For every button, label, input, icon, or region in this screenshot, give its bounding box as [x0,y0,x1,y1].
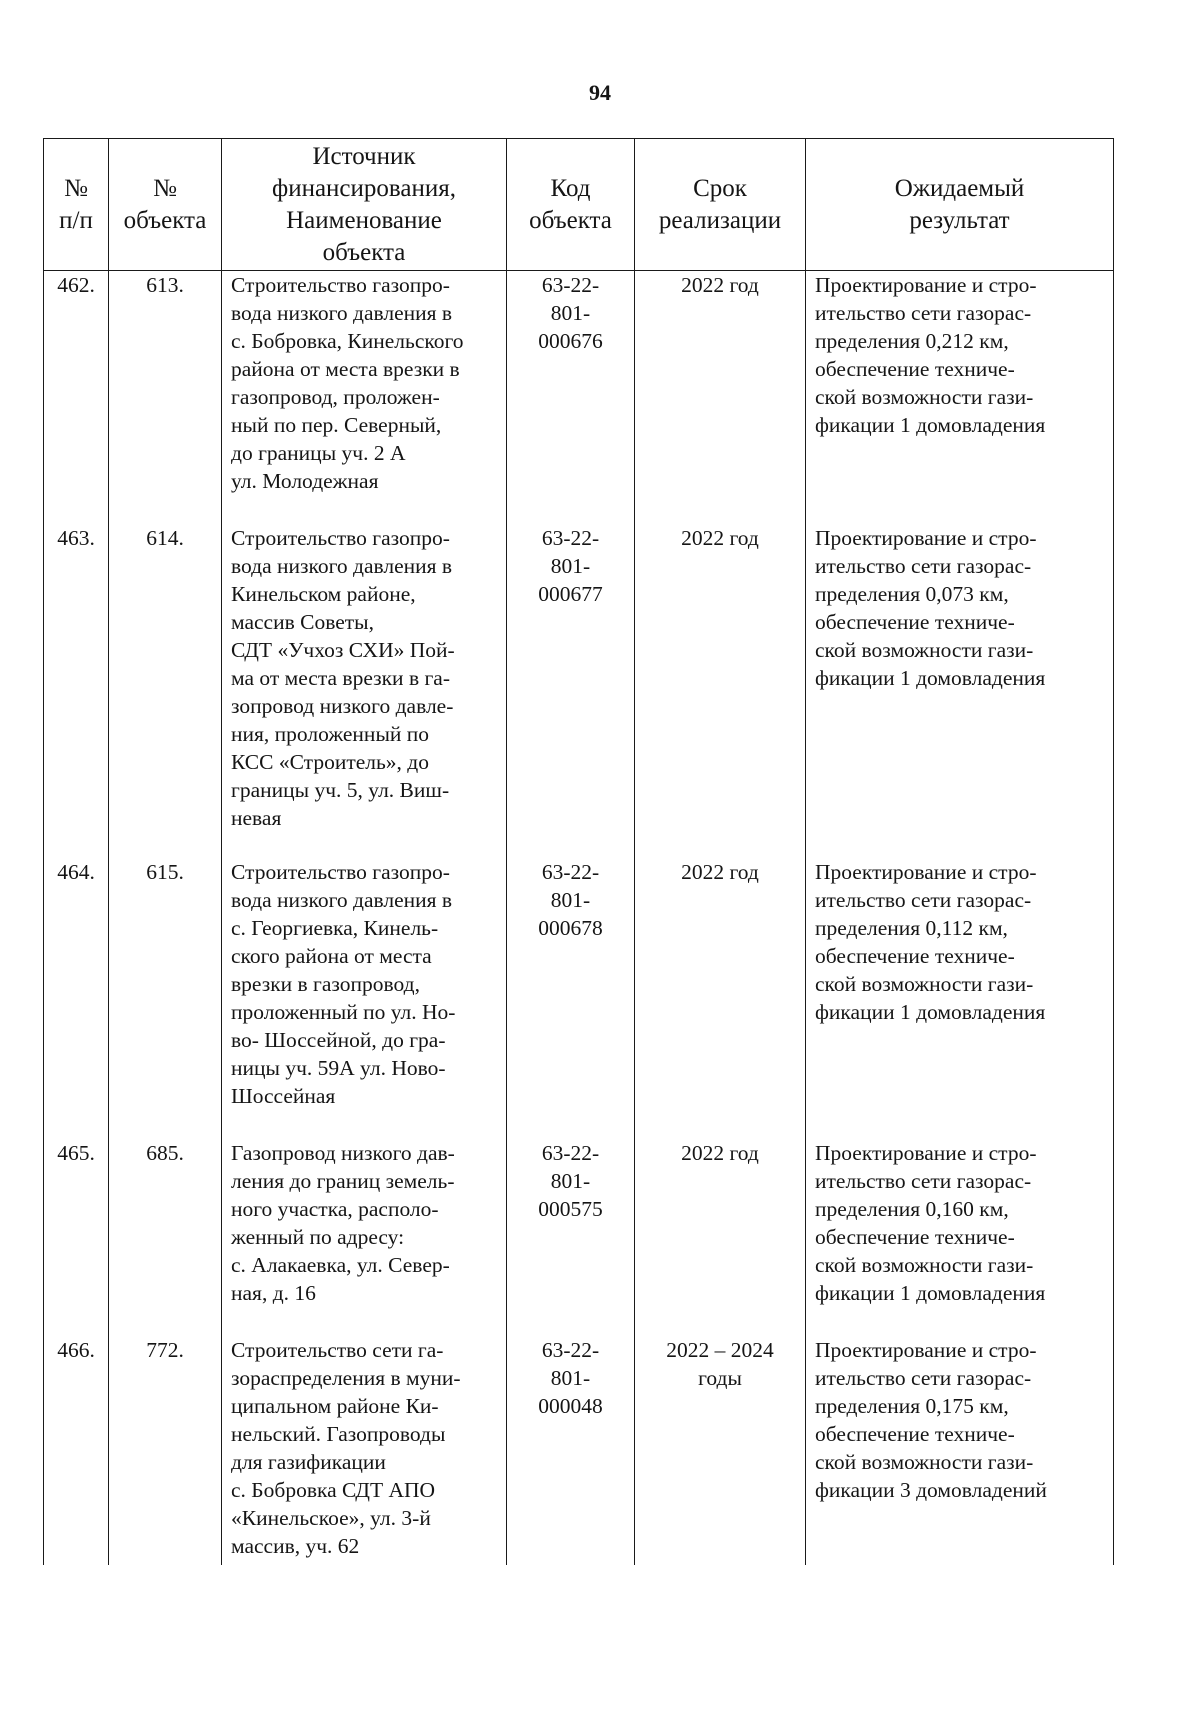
object-number: 614. [109,524,222,858]
object-name-line: женный по адресу: [231,1225,405,1249]
object-name-line: Шоссейная [231,1084,336,1108]
object-code-line: 63-22- [541,1141,600,1165]
object-code-line: 000676 [538,329,603,353]
expected-result-line: фикации 3 домовладений [815,1478,1047,1502]
realization-term-line: 2022 – 2024 [666,1338,774,1362]
object-name-line: Строительство газопро- [231,860,450,884]
object-name-line: «Кинельское», ул. 3-й [231,1506,431,1530]
expected-result-line: Проектирование и стро- [815,860,1037,884]
expected-result-line: обеспечение техниче- [815,944,1015,968]
expected-result [806,858,1114,1139]
object-name-line: с. Георгиевка, Кинель- [231,916,439,940]
expected-result-line: обеспечение техниче- [815,610,1015,634]
table-row [44,524,1114,858]
object-name-line: ул. Молодежная [231,469,379,493]
object-code-line: 000575 [538,1197,603,1221]
expected-result-line: Проектирование и стро- [815,1141,1037,1165]
expected-result-line: ской возможности гази- [815,1253,1034,1277]
object-name-line: ского района от места [231,944,432,968]
expected-result-line: ительство сети газорас- [815,1169,1032,1193]
realization-term [635,858,806,1139]
expected-result-line: Проектирование и стро- [815,1338,1037,1362]
row-number: 464. [44,858,109,1139]
table-row [44,1139,1114,1336]
object-name-line: границы уч. 5, ул. Виш- [231,778,450,802]
object-name-line: до границы уч. 2 А [231,441,406,465]
header-object-code: Код объекта [507,139,635,271]
realization-term-line: 2022 год [681,273,759,297]
expected-result-line: пределения 0,175 км, [815,1394,1009,1418]
expected-result-line: пределения 0,112 км, [815,916,1008,940]
object-number: 685. [109,1139,222,1336]
object-name-line: зопровод низкого давле- [231,694,454,718]
object-code-line: 63-22- [541,526,600,550]
object-code-line: 000678 [538,916,603,940]
object-code-line: 801- [550,301,591,325]
object-name [222,271,507,525]
realization-term-line: 2022 год [681,860,759,884]
object-name-line: СДТ «Учхоз СХИ» Пой- [231,638,455,662]
object-name-line: ния, проложенный по [231,722,430,746]
object-name-line: с. Бобровка, Кинельского [231,329,464,353]
object-name-line: во- Шоссейной, до гра- [231,1028,446,1052]
expected-result [806,271,1114,525]
object-name [222,524,507,858]
expected-result-line: пределения 0,073 км, [815,582,1009,606]
object-name-line: врезки в газопровод, [231,972,420,996]
header-object-number: № объекта [109,139,222,271]
expected-result-line: Проектирование и стро- [815,273,1037,297]
object-code [507,271,635,525]
object-code [507,1139,635,1336]
object-code-line: 801- [550,554,591,578]
object-code-line: 63-22- [541,860,600,884]
object-code [507,524,635,858]
object-number: 613. [109,271,222,525]
expected-result [806,524,1114,858]
object-code-line: 801- [550,1169,591,1193]
object-name-line: Строительство сети га- [231,1338,444,1362]
realization-term-line: годы [698,1366,742,1390]
object-name-line: массив, уч. 62 [231,1534,360,1558]
row-number: 465. [44,1139,109,1336]
expected-result-line: обеспечение техниче- [815,1225,1015,1249]
object-code [507,858,635,1139]
object-name-line: ный по пер. Северный, [231,413,442,437]
object-code [507,1336,635,1565]
expected-result-line: фикации 1 домовладения [815,1281,1046,1305]
realization-term [635,1139,806,1336]
expected-result-line: ской возможности гази- [815,638,1034,662]
object-name [222,858,507,1139]
expected-result-line: фикации 1 домовладения [815,666,1046,690]
object-name-line: вода низкого давления в [231,888,453,912]
object-name-line: проложенный по ул. Но- [231,1000,456,1024]
expected-result-line: ской возможности гази- [815,385,1034,409]
object-name-line: ципальном районе Ки- [231,1394,439,1418]
object-name-line: нельский. Газопроводы [231,1422,446,1446]
object-name-line: ницы уч. 59А ул. Ново- [231,1056,446,1080]
expected-result-line: фикации 1 домовладения [815,1000,1046,1024]
object-name-line: массив Советы, [231,610,374,634]
expected-result-line: пределения 0,160 км, [815,1197,1009,1221]
table-row [44,1336,1114,1565]
header-source: Источник финансирования, Наименование объекта [222,139,507,271]
object-name-line: района от места врезки в [231,357,460,381]
object-name-line: газопровод, проложен- [231,385,440,409]
object-name-line: Кинельском районе, [231,582,416,606]
expected-result-line: фикации 1 домовладения [815,413,1046,437]
object-name-line: с. Алакаевка, ул. Север- [231,1253,450,1277]
expected-result-line: ительство сети газорас- [815,554,1032,578]
object-name-line: КСС «Строитель», до [231,750,429,774]
expected-result-line: ительство сети газорас- [815,1366,1032,1390]
header-result: Ожидаемый результат [806,139,1114,271]
object-name-line: ления до границ земель- [231,1169,455,1193]
object-name-line: с. Бобровка СДТ АПО [231,1478,436,1502]
row-number: 463. [44,524,109,858]
object-number: 615. [109,858,222,1139]
page-number: 94 [589,80,611,105]
header-term: Срок реализации [635,139,806,271]
object-name-line: Строительство газопро- [231,273,450,297]
realization-term-line: 2022 год [681,1141,759,1165]
table-row [44,858,1114,1139]
object-name-line: ного участка, располо- [231,1197,439,1221]
object-name-line: ма от места врезки в га- [231,666,450,690]
object-name-line: невая [231,806,282,830]
object-name [222,1336,507,1565]
expected-result-line: ской возможности гази- [815,972,1034,996]
object-code-line: 801- [550,888,591,912]
expected-result-line: ской возможности гази- [815,1450,1034,1474]
expected-result-line: обеспечение техниче- [815,357,1015,381]
object-name-line: зораспределения в муни- [231,1366,461,1390]
expected-result-line: ительство сети газорас- [815,888,1032,912]
object-name-line: Газопровод низкого дав- [231,1141,455,1165]
object-name-line: вода низкого давления в [231,554,453,578]
object-code-line: 63-22- [541,273,600,297]
realization-term [635,1336,806,1565]
expected-result [806,1139,1114,1336]
expected-result-line: пределения 0,212 км, [815,329,1009,353]
expected-result [806,1336,1114,1565]
expected-result-line: Проектирование и стро- [815,526,1037,550]
object-name [222,1139,507,1336]
object-code-line: 000048 [538,1394,603,1418]
header-row-number: № п/п [44,139,109,271]
table-row [44,271,1114,525]
object-name-line: ная, д. 16 [231,1281,316,1305]
expected-result-line: обеспечение техниче- [815,1422,1015,1446]
realization-term-line: 2022 год [681,526,759,550]
object-name-line: вода низкого давления в [231,301,453,325]
objects-table [43,138,1114,1565]
table-header-row [44,139,1114,271]
realization-term [635,524,806,858]
object-code-line: 63-22- [541,1338,600,1362]
row-number: 462. [44,271,109,525]
realization-term [635,271,806,525]
row-number: 466. [44,1336,109,1565]
object-code-line: 801- [550,1366,591,1390]
object-name-line: Строительство газопро- [231,526,450,550]
expected-result-line: ительство сети газорас- [815,301,1032,325]
object-name-line: для газификации [231,1450,386,1474]
object-number: 772. [109,1336,222,1565]
object-code-line: 000677 [538,582,603,606]
